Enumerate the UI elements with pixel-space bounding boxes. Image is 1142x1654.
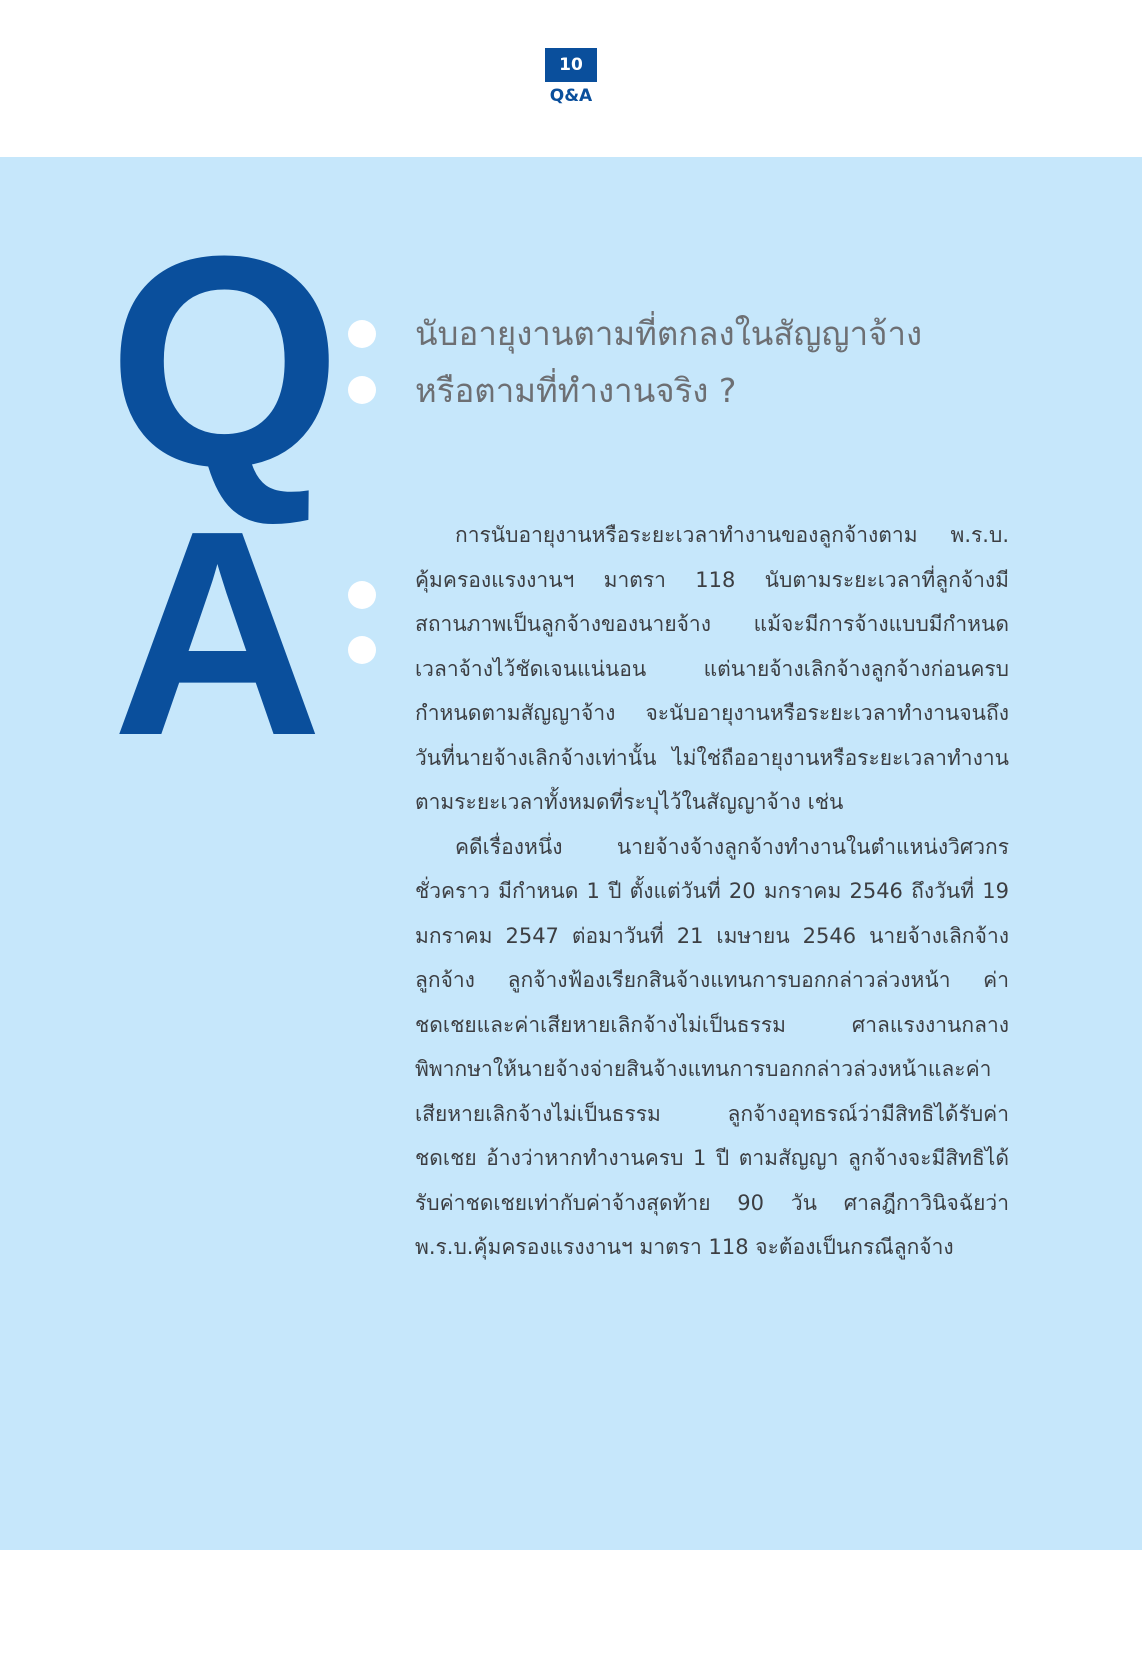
answer-colon-dot-top	[348, 581, 376, 609]
q-letter: Q	[108, 193, 342, 529]
question-line: นับอายุงานตามที่ตกลงในสัญญาจ้าง	[415, 314, 923, 353]
qa-panel	[0, 157, 1142, 1550]
answer-paragraph: การนับอายุงานหรือระยะเวลาทำงานของลูกจ้างตาม พ.ร.บ. คุ้มครองแรงงานฯ มาตรา 118 นับตามระยะเวลาที่ลูกจ้างมีสถานภาพเป็นลูกจ้างของนายจ้าง แม้จะมีการจ้างแบบมีกำหนดเวลาจ้างไว้ชัดเจนแน่นอน แต่นายจ้างเลิกจ้างลูกจ้างก่อนครบกำหนดตามสัญญาจ้าง จะนับอายุงานหรือระยะเวลาทำงานจนถึงวันที่นายจ้างเลิกจ้างเท่านั้น ไม่ใช่ถืออายุงานหรือระยะเวลาทำงานตามระยะเวลาทั้งหมดที่ระบุไว้ในสัญญาจ้าง เช่น	[415, 523, 1009, 814]
section-label: Q&A	[549, 86, 593, 106]
answer-colon-dot-bottom	[348, 636, 376, 664]
question-text	[415, 305, 1055, 419]
page-number-badge: 10	[545, 48, 597, 82]
question-colon-dot-top	[348, 320, 376, 348]
question-colon-dot-bottom	[348, 376, 376, 404]
a-letter: A	[112, 470, 323, 796]
answer-text	[415, 513, 1009, 1270]
question-line: หรือตามที่ทำงานจริง ?	[415, 371, 737, 410]
answer-paragraph: คดีเรื่องหนึ่ง นายจ้างจ้างลูกจ้างทำงานในตำแหน่งวิศวกรชั่วคราว มีกำหนด 1 ปี ตั้งแต่วันที่ 20 มกราคม 2546 ถึงวันที่ 19 มกราคม 2547 ต่อมาวันที่ 21 เมษายน 2546 นายจ้างเลิกจ้างลูกจ้าง ลูกจ้างฟ้องเรียกสินจ้างแทนการบอกกล่าวล่วงหน้า ค่าชดเชยและค่าเสียหายเลิกจ้างไม่เป็นธรรม ศาลแรงงานกลางพิพากษาให้นายจ้างจ่ายสินจ้างแทนการบอกกล่าวล่วงหน้าและค่าเสียหายเลิกจ้างไม่เป็นธรรม ลูกจ้างอุทธรณ์ว่ามีสิทธิได้รับค่าชดเชย อ้างว่าหากทำงานครบ 1 ปี ตามสัญญา ลูกจ้างจะมีสิทธิได้รับค่าชดเชยเท่ากับค่าจ้างสุดท้าย 90 วัน ศาลฎีกาวินิจฉัยว่า พ.ร.บ.คุ้มครองแรงงานฯ มาตรา 118 จะต้องเป็นกรณีลูกจ้าง	[415, 834, 1009, 1259]
